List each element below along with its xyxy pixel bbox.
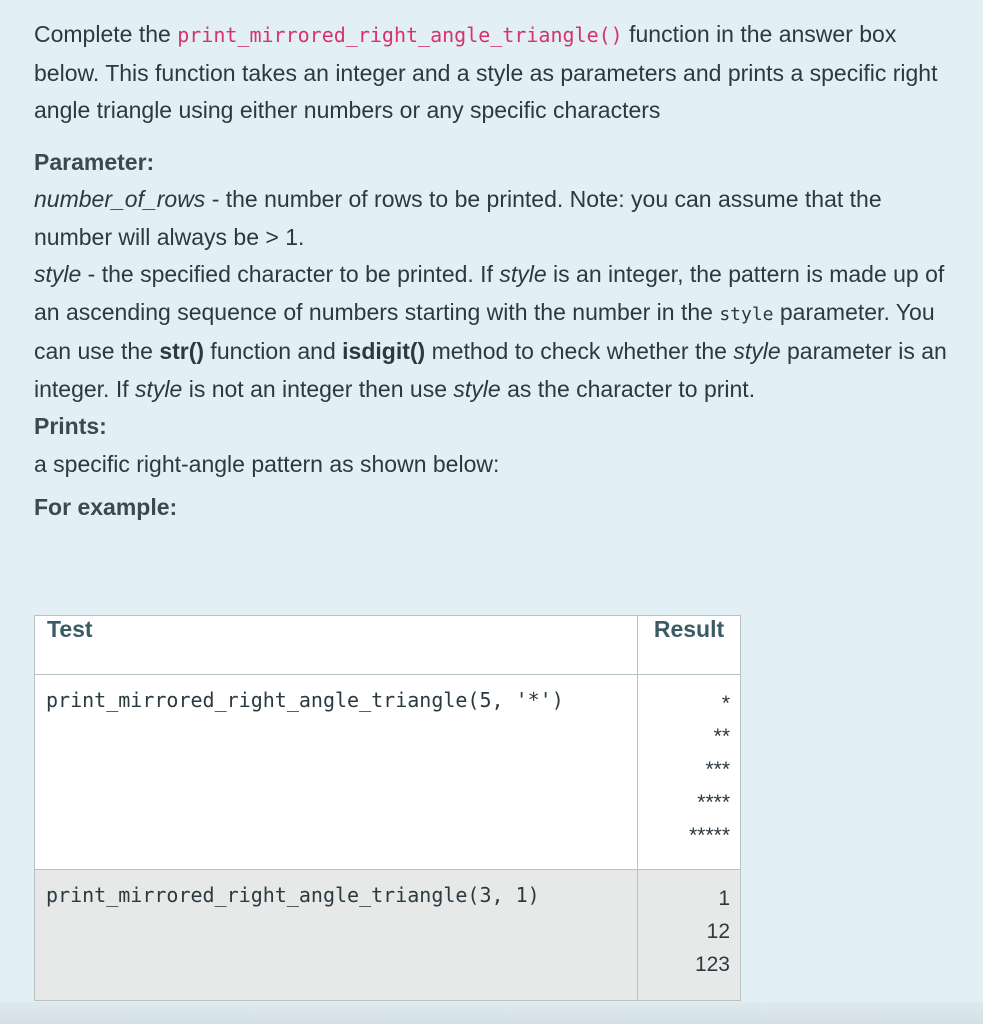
str-function-ref: str() [159, 338, 205, 364]
test-cell [35, 870, 638, 1001]
param2-desc-d: function and [204, 338, 343, 364]
result-output [644, 687, 730, 852]
result-cell [638, 870, 741, 1001]
param2-name: style [34, 261, 82, 287]
param2-desc-f: parameter is an integer. If [34, 338, 947, 402]
param2-desc-e: method to check whether the [425, 338, 734, 364]
prints-desc: a specific right-angle pattern as shown below: [34, 450, 500, 477]
table-header-row [35, 616, 741, 675]
style-ref: style [135, 375, 183, 402]
result-cell [638, 675, 741, 870]
style-inline-code: style [719, 303, 774, 325]
param2-desc-c: parameter. You can use the [34, 298, 935, 364]
intro-prefix: Complete the [34, 21, 178, 47]
result-line: 1 [718, 887, 730, 910]
style-ref: style [499, 261, 547, 287]
test-cell [35, 675, 638, 870]
param2-desc-a: - the specified character to be printed. If [81, 261, 500, 287]
result-line: *** [705, 758, 730, 781]
table-row [35, 870, 741, 1001]
param2-desc-b: is an integer, the pattern is made up of an ascending sequence of numbers starting with the number in the [34, 261, 945, 325]
result-output [644, 882, 730, 981]
isdigit-method-ref: isdigit() [342, 338, 426, 364]
result-line: 12 [706, 920, 730, 943]
style-ref: style [733, 338, 781, 364]
question-text [34, 16, 954, 527]
result-line: * [721, 692, 730, 715]
param2-desc-h: as the character to print. [500, 375, 756, 402]
param2-desc-g: is not an integer then use [182, 375, 454, 402]
example-heading: For example: [34, 494, 178, 520]
test-code: print_mirrored_right_angle_triangle(5, '*') [46, 688, 564, 712]
table-row [35, 675, 741, 870]
page-footer-band [0, 1002, 983, 1024]
style-ref: style [453, 375, 501, 402]
param1-name: number_of_rows [34, 186, 206, 212]
result-line: ***** [689, 824, 730, 847]
test-column-header: Test [35, 616, 638, 675]
function-name-code: print_mirrored_right_angle_triangle() [177, 23, 623, 47]
examples-table [34, 615, 741, 1001]
intro-paragraph [34, 16, 954, 130]
param1-desc: - the number of rows to be printed. Note: you can assume that the number will always be > 1. [34, 186, 882, 250]
intro-suffix: function in the answer box below. This function takes an integer and a style as parameters and prints a specific right angle triangle using either numbers or any specific characters [34, 21, 938, 123]
result-line: 123 [694, 953, 730, 976]
result-line: **** [697, 791, 730, 814]
param2-line [34, 256, 954, 408]
parameter-heading: Parameter: [34, 148, 155, 175]
result-column-header: Result [638, 616, 741, 675]
param1-line [34, 181, 954, 256]
test-code: print_mirrored_right_angle_triangle(3, 1) [46, 883, 540, 907]
result-line: ** [713, 725, 730, 748]
prints-heading: Prints: [34, 413, 107, 439]
